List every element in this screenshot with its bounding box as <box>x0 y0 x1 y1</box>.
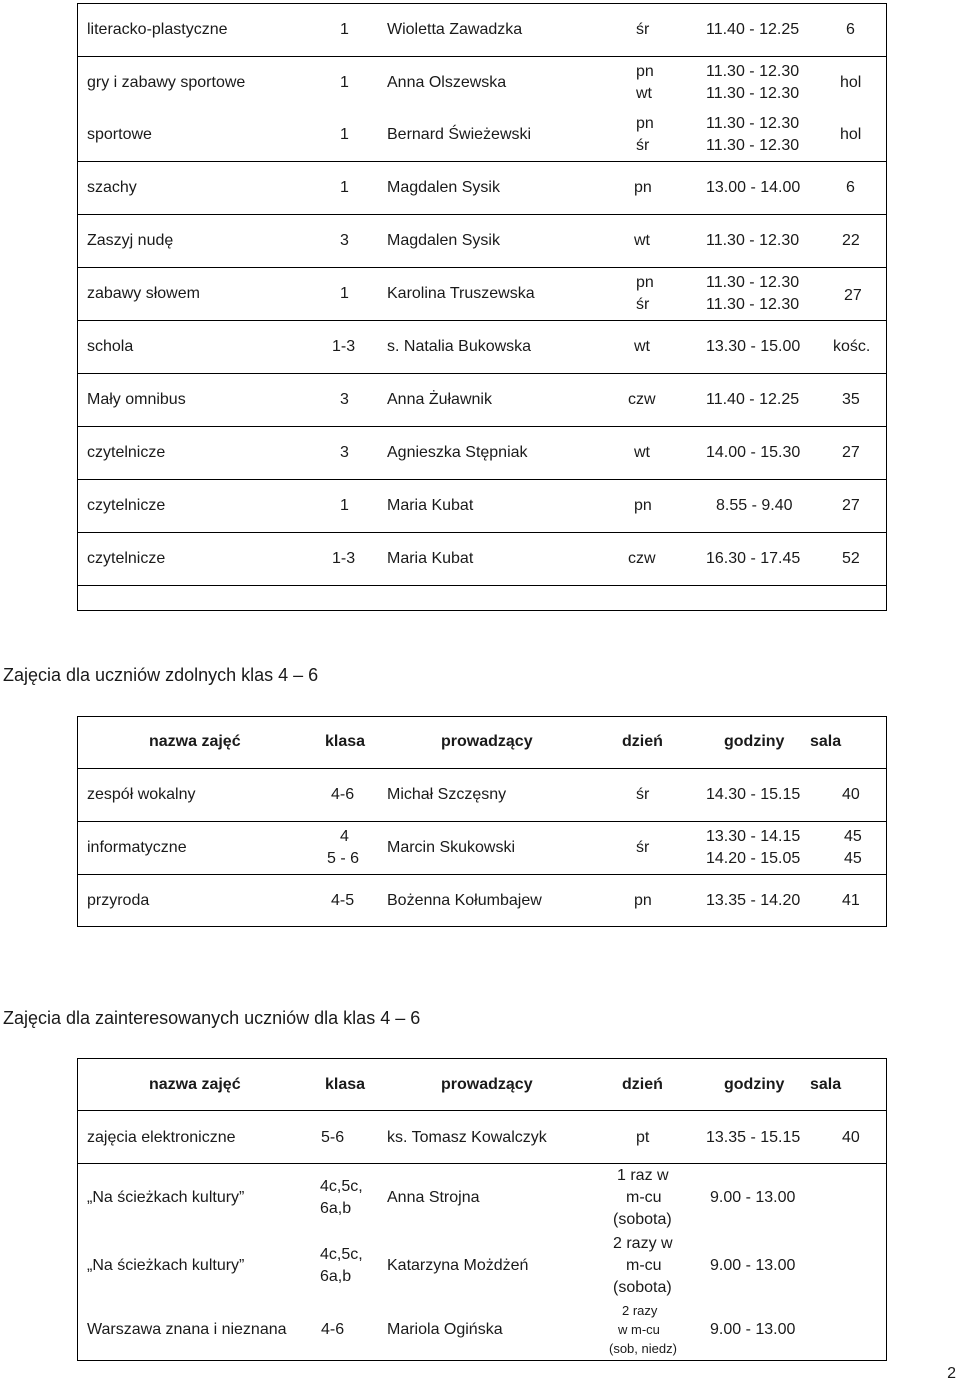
class-level: 1 <box>340 179 349 196</box>
header-name: nazwa zajęć <box>149 733 241 750</box>
hours: 11.30 - 12.30 <box>706 137 800 154</box>
day: pn <box>634 497 652 514</box>
day: (sobota) <box>613 1211 672 1228</box>
hours: 11.40 - 12.25 <box>706 21 800 38</box>
class-level: 5 - 6 <box>327 850 360 867</box>
activity-name: „Na ścieżkach kultury” <box>87 1257 245 1274</box>
hours: 13.00 - 14.00 <box>706 179 801 196</box>
class-level: 3 <box>340 391 349 408</box>
activity-name: czytelnicze <box>87 550 166 567</box>
teacher-name: Agnieszka Stępniak <box>387 444 528 461</box>
teacher-name: Katarzyna Możdżeń <box>387 1257 529 1274</box>
day: czw <box>628 391 656 408</box>
activity-name: czytelnicze <box>87 444 166 461</box>
class-level: 1-3 <box>332 338 356 355</box>
class-level: 1 <box>340 497 349 514</box>
class-level: 6a,b <box>320 1268 352 1285</box>
day: wt <box>634 232 650 249</box>
hours: 14.00 - 15.30 <box>706 444 801 461</box>
teacher-name: Maria Kubat <box>387 550 474 567</box>
day: pn <box>634 179 652 196</box>
hours: 11.30 - 12.30 <box>706 296 800 313</box>
day: śr <box>636 137 650 154</box>
class-level: 4c,5c, <box>320 1246 363 1263</box>
day: (sobota) <box>613 1279 672 1296</box>
activity-name: czytelnicze <box>87 497 166 514</box>
hours: 11.30 - 12.30 <box>706 85 800 102</box>
activity-name: przyroda <box>87 892 150 909</box>
room: 40 <box>842 786 860 803</box>
hours: 11.30 - 12.30 <box>706 115 800 132</box>
activity-name: literacko-plastyczne <box>87 21 228 38</box>
class-level: 4-6 <box>321 1321 345 1338</box>
hours: 9.00 - 13.00 <box>710 1189 796 1206</box>
day: pn <box>636 274 654 291</box>
header-day: dzień <box>622 733 663 750</box>
room: 45 <box>844 850 862 867</box>
header-hours: godziny <box>724 733 785 750</box>
hours: 13.30 - 14.15 <box>706 828 801 845</box>
day: śr <box>636 786 650 803</box>
day: śr <box>636 21 650 38</box>
section-title-gifted: Zajęcia dla uczniów zdolnych klas 4 – 6 <box>3 665 319 685</box>
activity-name: zespół wokalny <box>87 786 196 803</box>
teacher-name: Karolina Truszewska <box>387 285 535 302</box>
room: hol <box>840 126 862 143</box>
class-level: 3 <box>340 444 349 461</box>
class-level: 1 <box>340 126 349 143</box>
room: 27 <box>842 497 860 514</box>
hours: 13.30 - 15.00 <box>706 338 801 355</box>
hours: 13.35 - 15.15 <box>706 1129 801 1146</box>
room: hol <box>840 74 862 91</box>
day: w m-cu <box>618 1322 660 1337</box>
day: wt <box>634 444 650 461</box>
day: wt <box>634 338 650 355</box>
class-level: 4c,5c, <box>320 1178 363 1195</box>
header-room: sala <box>810 1076 842 1093</box>
teacher-name: Bożenna Kołumbajew <box>387 892 542 909</box>
hours: 11.40 - 12.25 <box>706 391 800 408</box>
teacher-name: Michał Szczęsny <box>387 786 507 803</box>
teacher-name: Maria Kubat <box>387 497 474 514</box>
teacher-name: ks. Tomasz Kowalczyk <box>387 1129 547 1146</box>
teacher-name: Anna Strojna <box>387 1189 480 1206</box>
hours: 14.30 - 15.15 <box>706 786 801 803</box>
class-level: 6a,b <box>320 1200 352 1217</box>
class-level: 1 <box>340 74 349 91</box>
day: pt <box>636 1129 650 1146</box>
day: m-cu <box>626 1189 662 1206</box>
room: 6 <box>846 21 855 38</box>
room: 22 <box>842 232 860 249</box>
class-level: 3 <box>340 232 349 249</box>
activity-name: Warszawa znana i nieznana <box>87 1321 287 1338</box>
activity-name: „Na ścieżkach kultury” <box>87 1189 245 1206</box>
teacher-name: Anna Żuławnik <box>387 391 492 408</box>
room: 45 <box>844 828 862 845</box>
activity-name: informatyczne <box>87 839 187 856</box>
activity-name: Mały omnibus <box>87 391 186 408</box>
room: kośc. <box>833 338 871 355</box>
teacher-name: s. Natalia Bukowska <box>387 338 532 355</box>
activity-name: Zaszyj nudę <box>87 232 174 249</box>
activity-name: sportowe <box>87 126 152 143</box>
section-title-interested: Zajęcia dla zainteresowanych uczniów dla klas 4 – 6 <box>3 1008 421 1028</box>
day: czw <box>628 550 656 567</box>
header-teacher: prowadzący <box>441 1076 533 1093</box>
hours: 14.20 - 15.05 <box>706 850 801 867</box>
day: 2 razy <box>622 1303 658 1318</box>
activity-name: zabawy słowem <box>87 285 200 302</box>
class-level: 4 <box>340 828 349 845</box>
room: 40 <box>842 1129 860 1146</box>
room: 27 <box>842 444 860 461</box>
header-name: nazwa zajęć <box>149 1076 241 1093</box>
room: 27 <box>844 287 862 304</box>
hours: 11.30 - 12.30 <box>706 274 800 291</box>
day: śr <box>636 296 650 313</box>
class-level: 1 <box>340 21 349 38</box>
class-level: 1-3 <box>332 550 356 567</box>
teacher-name: Mariola Ogińska <box>387 1321 503 1338</box>
day: (sob, niedz) <box>609 1341 677 1356</box>
teacher-name: Magdalen Sysik <box>387 179 500 196</box>
header-hours: godziny <box>724 1076 785 1093</box>
table-3 <box>77 1058 887 1361</box>
header-room: sala <box>810 733 842 750</box>
hours: 11.30 - 12.30 <box>706 63 800 80</box>
header-class: klasa <box>325 733 366 750</box>
teacher-name: Wioletta Zawadzka <box>387 21 523 38</box>
class-level: 5-6 <box>321 1129 345 1146</box>
activity-name: gry i zabawy sportowe <box>87 74 246 91</box>
room: 6 <box>846 179 855 196</box>
room: 52 <box>842 550 860 567</box>
class-level: 1 <box>340 285 349 302</box>
room: 41 <box>842 892 860 909</box>
hours: 16.30 - 17.45 <box>706 550 801 567</box>
header-day: dzień <box>622 1076 663 1093</box>
header-teacher: prowadzący <box>441 733 533 750</box>
hours: 9.00 - 13.00 <box>710 1257 796 1274</box>
day: 1 raz w <box>617 1167 669 1184</box>
teacher-name: Anna Olszewska <box>387 74 507 91</box>
hours: 9.00 - 13.00 <box>710 1321 796 1338</box>
class-level: 4-6 <box>331 786 355 803</box>
room: 35 <box>842 391 860 408</box>
activity-name: schola <box>87 338 134 355</box>
day: śr <box>636 839 650 856</box>
day: wt <box>636 85 652 102</box>
activity-name: zajęcia elektroniczne <box>87 1129 236 1146</box>
page-number: 2 <box>947 1365 956 1382</box>
class-level: 4-5 <box>331 892 355 909</box>
teacher-name: Marcin Skukowski <box>387 839 516 856</box>
teacher-name: Magdalen Sysik <box>387 232 500 249</box>
hours: 13.35 - 14.20 <box>706 892 801 909</box>
hours: 8.55 - 9.40 <box>716 497 793 514</box>
hours: 11.30 - 12.30 <box>706 232 800 249</box>
header-class: klasa <box>325 1076 366 1093</box>
day: 2 razy w <box>613 1235 673 1252</box>
teacher-name: Bernard Świeżewski <box>387 126 532 143</box>
day: pn <box>636 63 654 80</box>
day: pn <box>636 115 654 132</box>
activity-name: szachy <box>87 179 137 196</box>
day: m-cu <box>626 1257 662 1274</box>
day: pn <box>634 892 652 909</box>
